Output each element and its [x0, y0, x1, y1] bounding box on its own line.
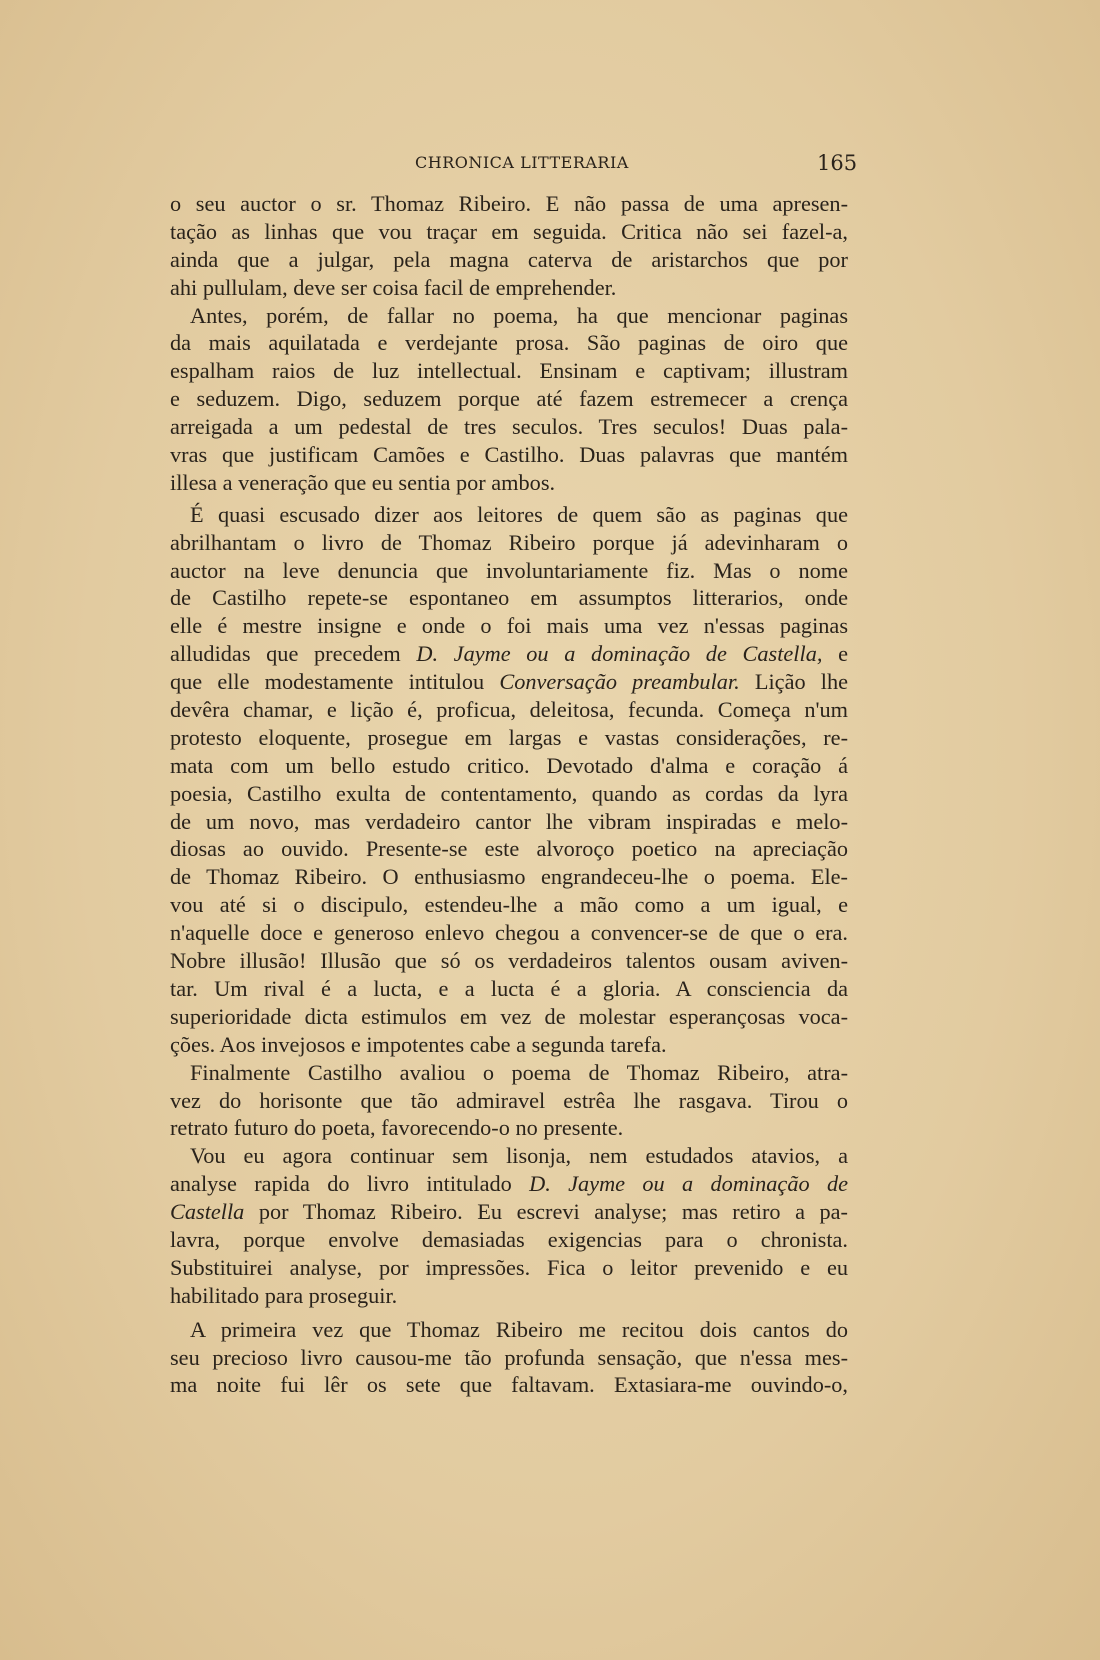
text-line — [170, 640, 848, 668]
book-title: D. Jayme ou a dominação de Castella, — [416, 641, 823, 667]
paragraph — [170, 302, 848, 497]
text-line: Vou eu agora continuar sem lisonja, nem estudados atavios, a — [190, 1143, 848, 1169]
text-line: seu precioso livro causou-me tão profunda sensação, que n'essa mes- — [170, 1344, 848, 1370]
text-line: ainda que a julgar, pela magna caterva de aristarchos que por — [170, 246, 848, 272]
text-line: devêra chamar, e lição é, proficua, deleitosa, fecunda. Começa n'um — [170, 697, 848, 723]
line-segment: analyse rapida do livro intitulado — [170, 1171, 512, 1197]
text-line: mata com um bello estudo critico. Devotado d'alma e coração á — [170, 752, 848, 778]
text-line: A primeira vez que Thomaz Ribeiro me recitou dois cantos do — [190, 1316, 848, 1342]
text-line: abrilhantam o livro de Thomaz Ribeiro porque já adevinharam o — [170, 529, 848, 555]
line-segment: alludidas que precedem — [170, 641, 401, 667]
text-line: protesto eloquente, prosegue em largas e vastas considerações, re- — [170, 724, 848, 750]
text-line: ahi pullulam, deve ser coisa facil de emprehender. — [170, 274, 617, 300]
line-segment: Lição lhe — [754, 669, 848, 695]
book-title-end: Castella — [170, 1199, 245, 1225]
book-title: D. Jayme ou a dominação de — [529, 1171, 848, 1197]
text-line: É quasi escusado dizer aos leitores de quem são as paginas que — [190, 501, 848, 527]
text-line: illesa a veneração que eu sentia por ambos. — [170, 469, 556, 495]
text-line: superioridade dicta estimulos em vez de molestar esperançosas voca- — [170, 1003, 848, 1029]
page-number: 165 — [817, 151, 858, 175]
text-line: n'aquelle doce e generoso enlevo chegou a convencer-se de que o era. — [170, 920, 848, 946]
text-line: e seduzem. Digo, seduzem porque até fazem estremecer a crença — [170, 386, 848, 412]
text-line: Substituirei analyse, por impressões. Fica o leitor prevenido e eu — [170, 1254, 848, 1280]
text-line: poesia, Castilho exulta de contentamento, quando as cordas da lyra — [170, 780, 848, 806]
text-line — [170, 668, 848, 696]
text-line: espalham raios de luz intellectual. Ensinam e captivam; illustram — [170, 358, 848, 384]
text-line — [170, 1170, 848, 1198]
text-line: ções. Aos invejosos e impotentes cabe a segunda tarefa. — [170, 1031, 667, 1057]
line-segment: por Thomaz Ribeiro. Eu escrevi analyse; mas retiro a pa- — [258, 1199, 848, 1225]
text-line: de um novo, mas verdadeiro cantor lhe vibram inspiradas e melo- — [170, 808, 848, 834]
paragraph — [170, 190, 848, 302]
line-segment: e — [838, 641, 848, 667]
text-line: de Thomaz Ribeiro. O enthusiasmo engrandeceu-lhe o poema. Ele- — [170, 864, 848, 890]
line-segment: que elle modestamente intitulou — [170, 669, 485, 695]
text-line: lavra, porque envolve demasiadas exigencias para o chronista. — [170, 1226, 848, 1252]
running-header — [0, 153, 1100, 177]
paragraph — [170, 1059, 848, 1143]
body-text — [170, 190, 848, 1399]
text-line: arreigada a um pedestal de tres seculos. Tres seculos! Duas pala- — [170, 414, 848, 440]
text-line: o seu auctor o sr. Thomaz Ribeiro. E não passa de uma apresen- — [170, 191, 848, 216]
text-line: Finalmente Castilho avaliou o poema de Thomaz Ribeiro, atra- — [190, 1059, 848, 1085]
text-line: auctor na leve denuncia que involuntariamente fiz. Mas o nome — [170, 557, 848, 583]
text-line: vou até si o discipulo, estendeu-lhe a mão como a um igual, e — [170, 892, 848, 918]
text-line: tar. Um rival é a lucta, e a lucta é a gloria. A consciencia da — [170, 975, 848, 1001]
text-line: vez do horisonte que tão admiravel estrêa lhe rasgava. Tirou o — [170, 1087, 848, 1113]
text-line: tação as linhas que vou traçar em seguida. Critica não sei fazel-a, — [170, 218, 848, 244]
text-line: Nobre illusão! Illusão que só os verdadeiros talentos ousam aviven- — [170, 948, 848, 974]
text-line: ma noite fui lêr os sete que faltavam. Extasiara-me ouvindo-o, — [170, 1372, 848, 1398]
text-line: da mais aquilatada e verdejante prosa. São paginas de oiro que — [170, 330, 848, 356]
text-line: elle é mestre insigne e onde o foi mais uma vez n'essas paginas — [170, 613, 848, 639]
text-line: habilitado para proseguir. — [170, 1282, 398, 1308]
text-line: diosas ao ouvido. Presente-se este alvoroço poetico na apreciação — [170, 836, 848, 862]
running-title: CHRONICA LITTERARIA — [415, 153, 629, 172]
paragraph — [170, 501, 848, 1059]
text-line: de Castilho repete-se espontaneo em assumptos litterarios, onde — [170, 585, 848, 611]
paragraph — [170, 1316, 848, 1400]
paragraph — [170, 1142, 848, 1309]
text-line: Antes, porém, de fallar no poema, ha que mencionar paginas — [190, 302, 848, 328]
text-line: retrato futuro do poeta, favorecendo-o no presente. — [170, 1115, 624, 1141]
text-line: vras que justificam Camões e Castilho. Duas palavras que mantém — [170, 442, 848, 468]
text-line — [170, 1198, 848, 1226]
essay-title: Conversação preambular. — [499, 669, 740, 695]
